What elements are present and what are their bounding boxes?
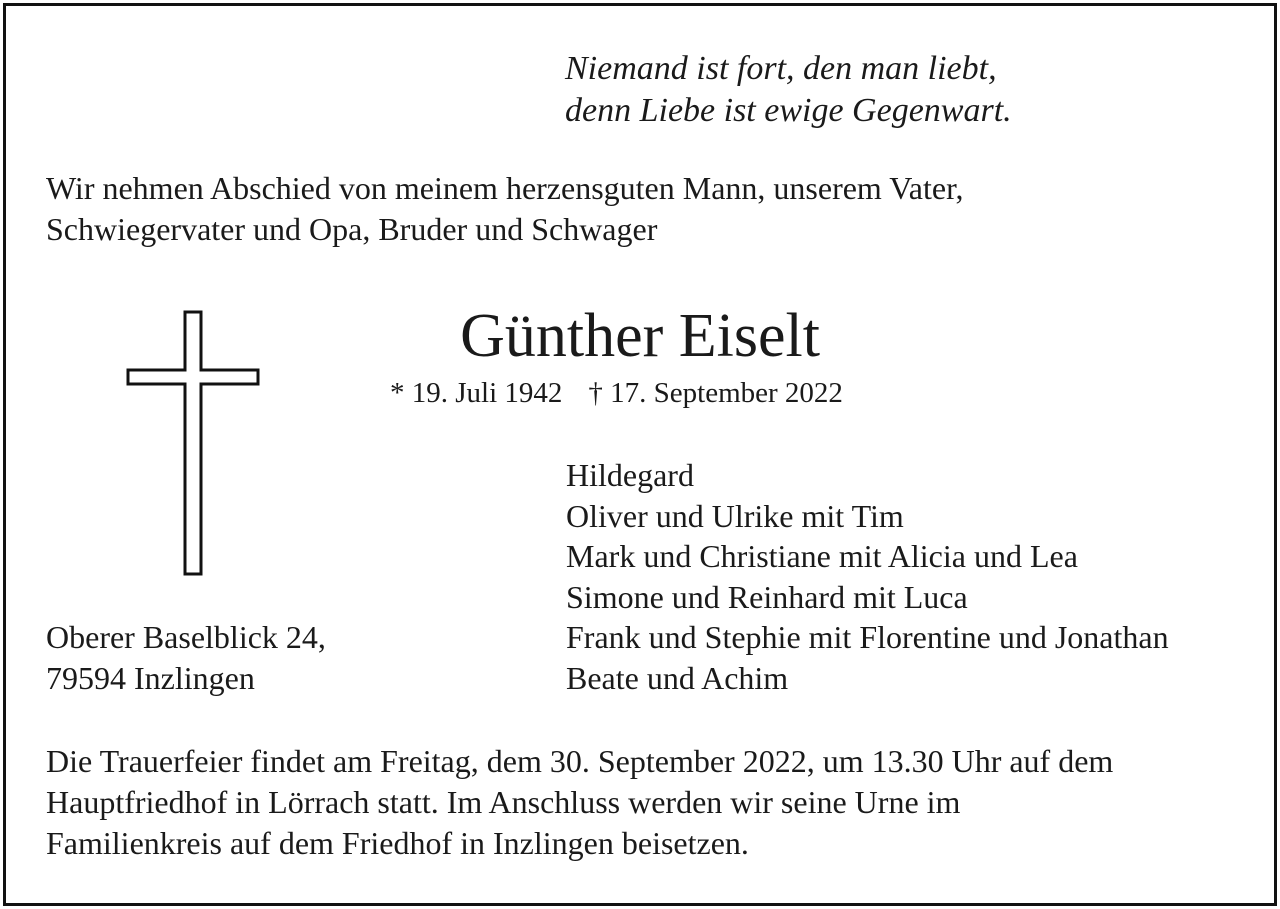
family-members <box>566 455 1169 698</box>
intro-line: Wir nehmen Abschied von meinem herzensguten Mann, unserem Vater, <box>46 170 964 206</box>
address-line: 79594 Inzlingen <box>46 659 255 696</box>
family-line: Mark und Christiane mit Alicia und Lea <box>566 538 1078 574</box>
address-line: Oberer Baselblick 24, <box>46 619 326 655</box>
motto-line: denn Liebe ist ewige Gegenwart. <box>565 92 1012 129</box>
deceased-name: Günther Eiselt <box>460 302 820 370</box>
life-dates <box>390 374 843 412</box>
intro-line: Schwiegervater und Opa, Bruder und Schwager <box>46 211 658 247</box>
funeral-service-notice <box>46 741 1113 864</box>
farewell-intro <box>46 168 963 250</box>
motto-line: Niemand ist fort, den man liebt, <box>565 50 997 87</box>
family-line: Hildegard <box>566 457 694 493</box>
motto-quote <box>565 48 1012 132</box>
mourning-address <box>46 617 326 698</box>
family-line: Frank und Stephie mit Florentine und Jonathan <box>566 619 1169 655</box>
service-line: Hauptfriedhof in Lörrach statt. Im Anschluss werden wir seine Urne im <box>46 784 961 820</box>
family-line: Simone und Reinhard mit Luca <box>566 578 968 615</box>
birth-date: * 19. Juli 1942 <box>390 377 563 409</box>
service-line: Familienkreis auf dem Friedhof in Inzlingen beisetzen. <box>46 825 749 861</box>
service-line: Die Trauerfeier findet am Freitag, dem 30. September 2022, um 13.30 Uhr auf dem <box>46 743 1114 779</box>
family-line: Oliver und Ulrike mit Tim <box>566 497 904 534</box>
death-date: † 17. September 2022 <box>588 377 843 409</box>
family-line: Beate und Achim <box>566 659 789 696</box>
